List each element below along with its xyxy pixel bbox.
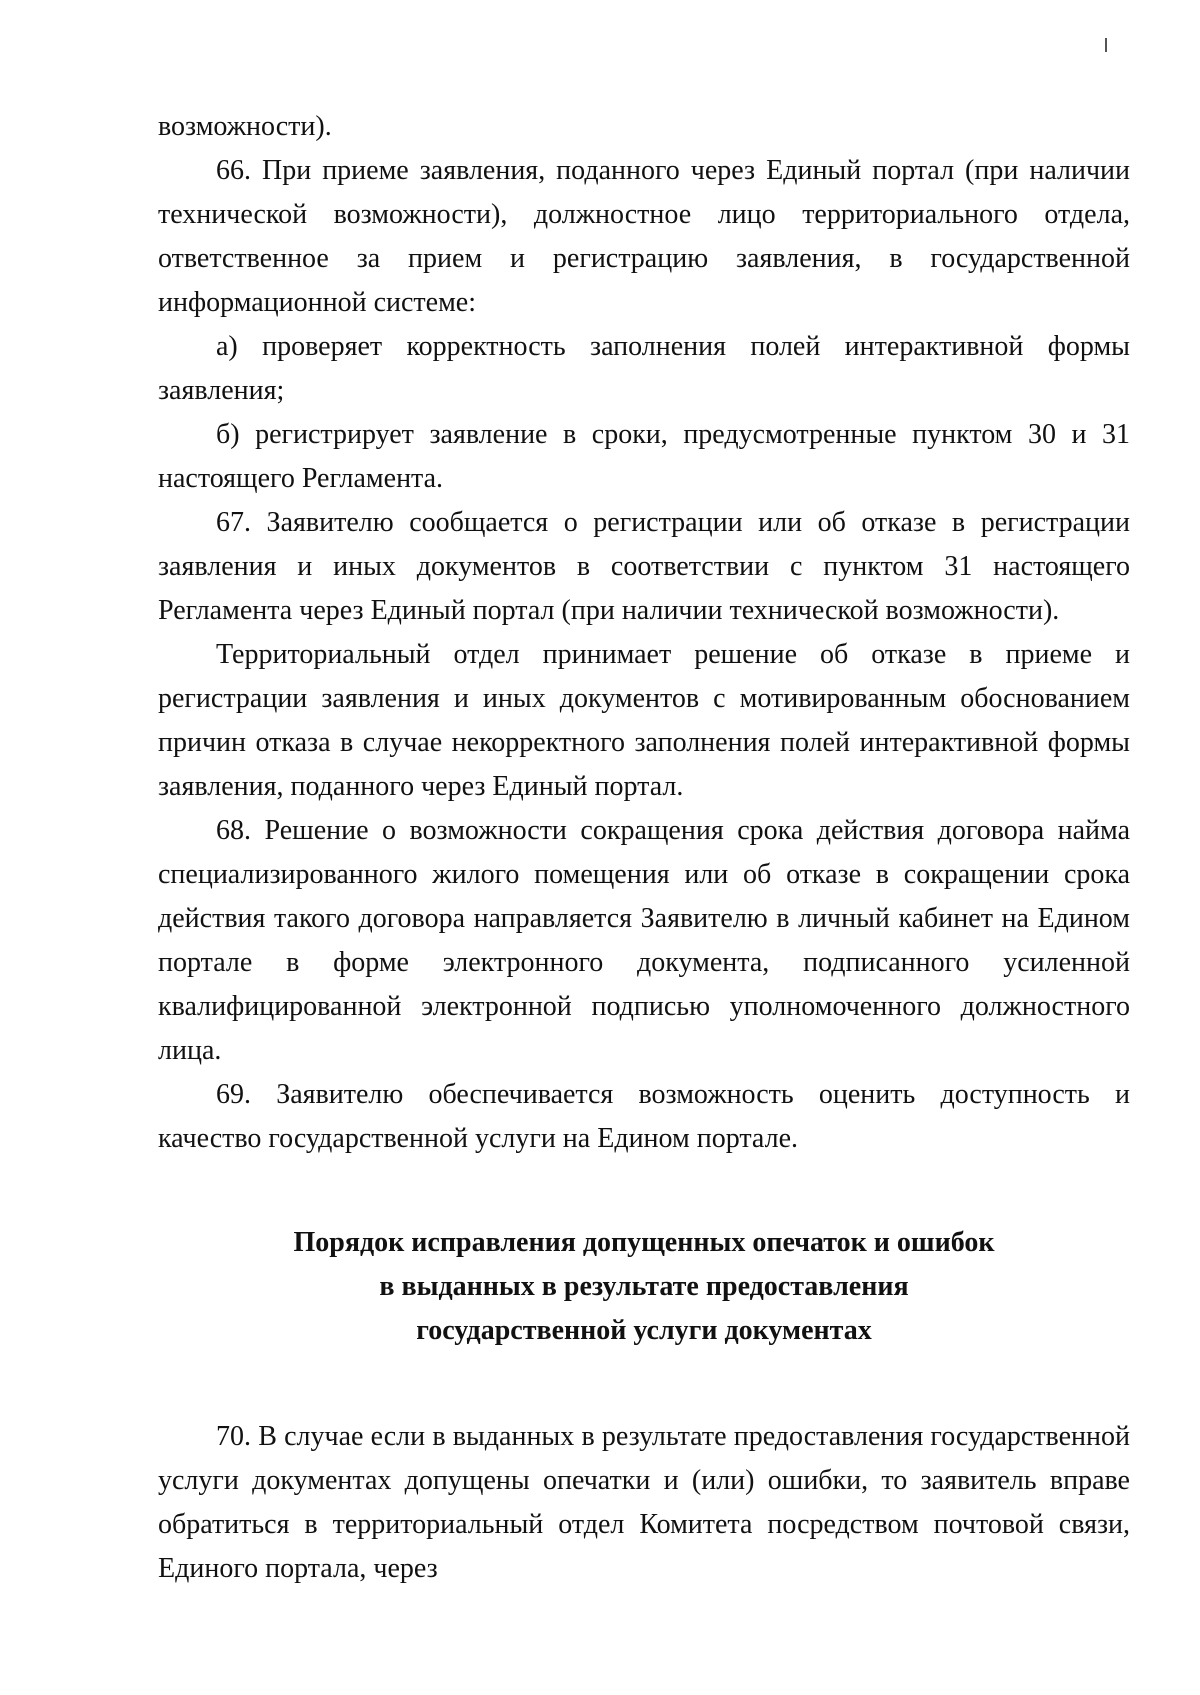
section-heading-line-1: Порядок исправления допущенных опечаток и ошибок	[293, 1227, 995, 1258]
section-heading	[158, 1221, 1130, 1353]
paragraph-66-b: б) регистрирует заявление в сроки, предусмотренные пунктом 30 и 31 настоящего Регламента.	[158, 419, 1130, 494]
paragraph-66-a: а) проверяет корректность заполнения полей интерактивной формы заявления;	[158, 331, 1130, 406]
paragraph-70: 70. В случае если в выданных в результате предоставления государственной услуги документах допущены опечатки и (или) ошибки, то заявитель вправе обратиться в территориальный отдел Комитета посредством почтовой связи, Единого портала, через	[158, 1421, 1130, 1584]
lead-fragment: возможности).	[158, 111, 332, 142]
section-heading-line-3: государственной услуги документах	[416, 1315, 872, 1346]
scan-mark	[1105, 38, 1107, 52]
paragraph-69: 69. Заявителю обеспечивается возможность оценить доступность и качество государственной услуги на Едином портале.	[158, 1079, 1130, 1154]
paragraph-66: 66. При приеме заявления, поданного через Единый портал (при наличии технической возможности), должностное лицо территориального отдела, ответственное за прием и регистрацию заявления, в государственной информационной системе:	[158, 155, 1130, 318]
paragraph-67: 67. Заявителю сообщается о регистрации или об отказе в регистрации заявления и иных документов в соответствии с пунктом 31 настоящего Регламента через Единый портал (при наличии технической возможности).	[158, 507, 1130, 626]
document-page	[158, 105, 1130, 1591]
section-heading-line-2: в выданных в результате предоставления	[379, 1271, 909, 1302]
paragraph-67-refusal: Территориальный отдел принимает решение об отказе в приеме и регистрации заявления и иных документов с мотивированным обоснованием причин отказа в случае некорректного заполнения полей интерактивной формы заявления, поданного через Единый портал.	[158, 639, 1130, 802]
paragraph-68: 68. Решение о возможности сокращения срока действия договора найма специализированного жилого помещения или об отказе в сокращении срока действия такого договора направляется Заявителю в личный кабинет на Едином портале в форме электронного документа, подписанного усиленной квалифицированной электронной подписью уполномоченного должностного лица.	[158, 815, 1130, 1066]
